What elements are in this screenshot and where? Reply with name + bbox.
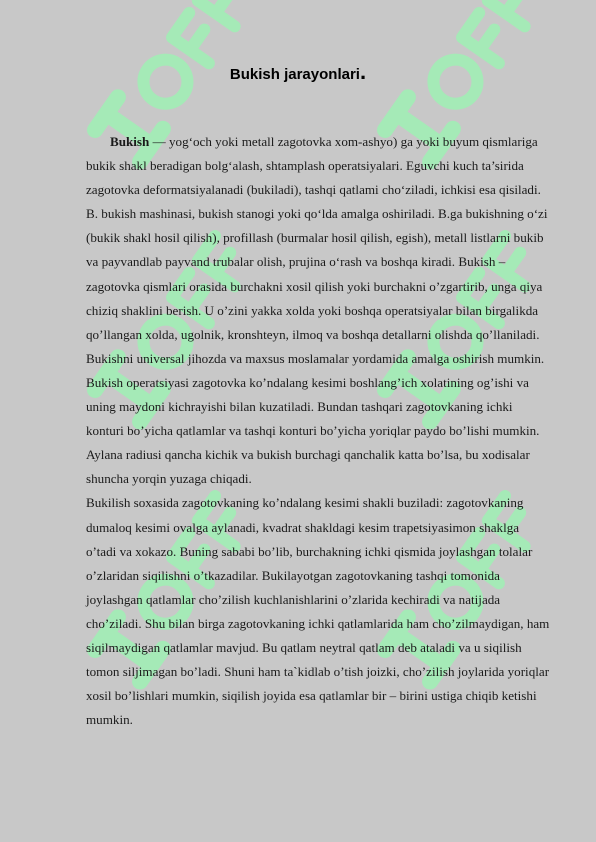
title-text: Bukish jarayonlari	[229, 66, 360, 83]
title-dot: .	[359, 59, 367, 84]
page-title	[0, 59, 596, 84]
paragraph-2: Bukishni universal jihozda va maxsus moslamalar yordamida amalga oshirish mumkin. Bukish operatsiyasi zagotovka ko’ndalang kesimi boshlang’ich xolatining og’ishi va uning maydoni kichrayishi bilan kuzatiladi. Bundan tashqari zagotovkaning ichki konturi bo’yicha qatlamlar va tashqi konturi bo’yicha yoriqlar paydo bo’lishi mumkin. Aylana radiusi qancha kichik va bukish burchagi qanchalik katta bo’lsa, bu xodisalar shuncha yorqin yuzaga chiqadi.	[86, 350, 545, 487]
paragraph-3: Bukilish soxasida zagotovkaning ko’ndalang kesimi shakli buziladi: zagotovkaning dumaloq kesimi ovalga aylanadi, kvadrat shakldagi kesim trapetsiyasimon shaklga o’tadi va xokazo. Buning sababi bo’lib, burchakning ichki qismida joylashgan tolalar o’zlaridan siqilishni o’tkazadilar. Bukilayotgan zagotovkaning tashqi tomonida joylashgan qatlamlar cho’zilish kuchlanishlarini o’zlarida kechiradi va natijada cho’ziladi. Shu bilan birga zagotovkaning ichki qatlamlarida ham cho’zilmaydigan, ham siqilmaydigan qatlamlar mavjud. Bu qatlam neytral qatlam deb ataladi va u siqilish tomon siljimagan bo’ladi. Shuni ham ta`kidlab o’tish joizki, cho’zilish joylarida yoriqlar xosil bo’lishlari mumkin, siqilish joyida esa qatlamlar bir – birini ustiga chiqib ketishi mumkin.	[86, 495, 550, 728]
document-body	[86, 130, 552, 732]
term-bukish: Bukish	[110, 134, 150, 149]
paragraph-1	[86, 130, 552, 347]
paragraph-1-text: — yog‘och yoki metall zagotovka xom-ashyo) ga yoki buyum qismlariga bukik shakl beradigan bolg‘alash, shtamplash operatsiyalari. Eguvchi kuch ta’sirida zagotovka deformatsiyalanadi (bukiladi), tashqi qatlami cho‘ziladi, ichkisi esa qisiladi. B. bukish mashinasi, bukish stanogi yoki qo‘lda amalga oshiriladi. B.ga bukishning o‘zi (bukik shakl hosil qilish), profillash (burmalar hosil qilish, egish), metall listlarni bukib va payvandlab payvand trubalar olish, prujina o‘rash va boshqa kiradi. Bukish – zagotovka qismlari orasida burchakni xosil qilish yoki burchakni o’zgartirib, unga qiya chiziq shaklini berish. U o’zini yakka xolda yoki boshqa operatsiyalar bilan birgalikda qo’llangan xolda, ugolnik, kronshteyn, ilmoq va boshqa detallarni olishda qo’llaniladi.	[86, 134, 548, 342]
